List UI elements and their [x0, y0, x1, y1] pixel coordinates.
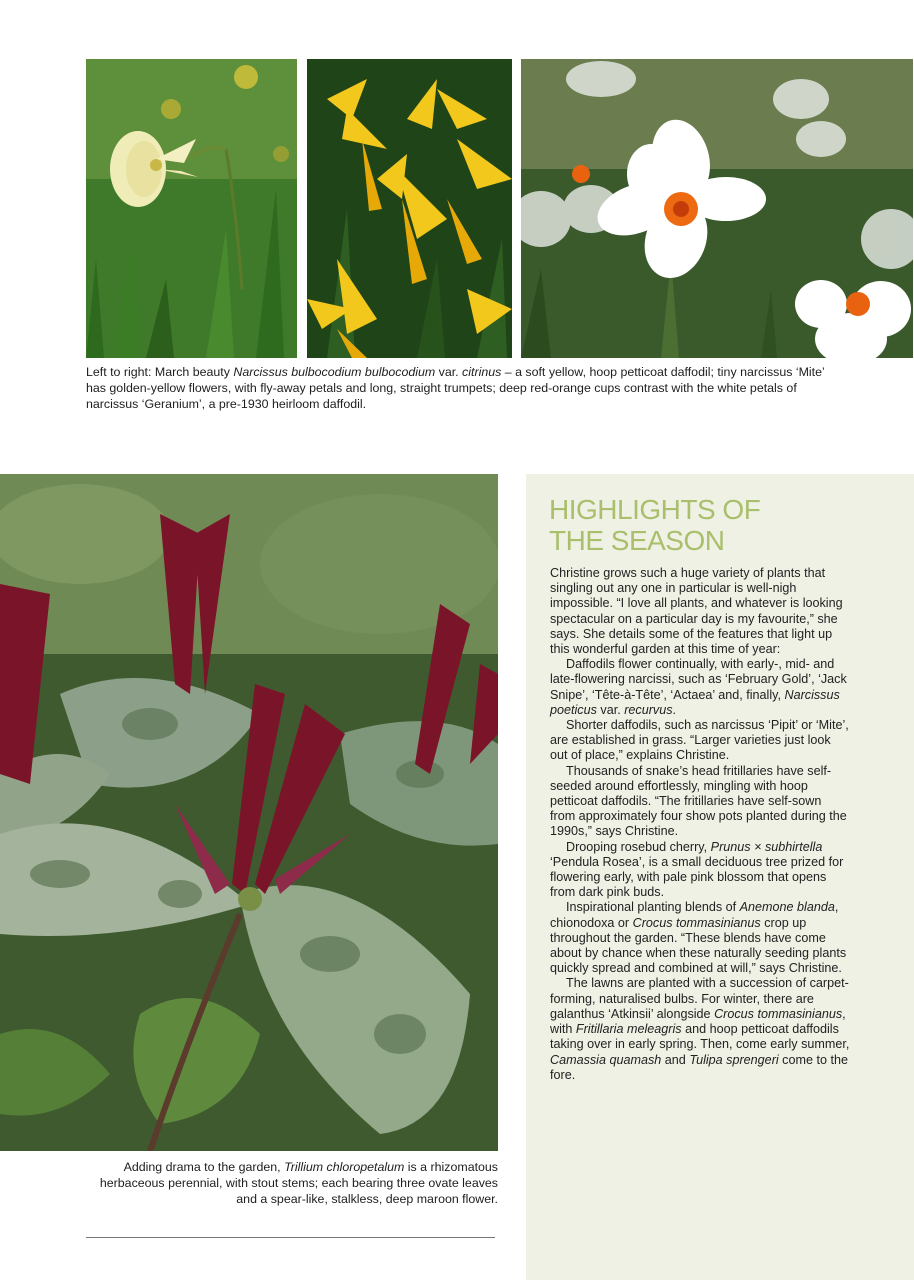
caption-italic: Trillium chloropetalum	[284, 1160, 405, 1174]
photo-trillium-image	[0, 474, 498, 1151]
text-run: come to the fore.	[550, 1052, 848, 1082]
caption-top-daffodils	[86, 364, 846, 412]
sidebar-paragraph	[550, 657, 850, 718]
text-run: and hoop petticoat daffodils taking over in early spring. Then, come early summer,	[550, 1022, 850, 1052]
sidebar-paragraph	[550, 840, 850, 901]
sidebar-paragraph: Christine grows such a huge variety of plants that singling out any one in particular is well-nigh impossible. “I love all plants, and whatever is looking spectacular on a particular day is my favourite,” she says. She details some of the features that light up this wonderful garden at this time of year:	[550, 566, 843, 657]
photo-hoop-petticoat-daffodil	[86, 59, 297, 358]
photo-narcissus-mite	[307, 59, 512, 358]
photo-narcissus-mite-image	[307, 59, 512, 358]
text-run-italic: Fritillaria meleagris	[575, 1022, 682, 1037]
caption-italic: Narcissus bulbocodium bulbocodium	[233, 365, 436, 379]
text-run-italic: Anemone blanda	[739, 900, 835, 915]
sidebar-paragraph	[550, 976, 850, 1082]
sidebar-body	[550, 566, 850, 1083]
text-run-italic: Tulipa sprengeri	[689, 1052, 779, 1067]
text-run: and	[661, 1052, 690, 1067]
text-run-italic: Prunus	[710, 839, 751, 854]
caption-text: var.	[435, 365, 463, 379]
caption-text: Adding drama to the garden,	[123, 1160, 285, 1174]
caption-text: is a rhizomatous herbaceous perennial, with stout stems; each bearing three ovate leaves and a spear-like, stalkless, deep maroon flower.	[99, 1160, 498, 1206]
text-run: Drooping rosebud cherry,	[566, 839, 711, 854]
caption-bottom-trillium	[96, 1159, 498, 1207]
sidebar-paragraph: Thousands of snake’s head fritillaries have self-seeded around effortlessly, mingling with hoop petticoat daffodils. “The fritillaries have self-sown from approximately four show pots planted during the 1990s,” says Christine.	[550, 763, 847, 839]
photo-narcissus-geranium	[521, 59, 913, 358]
photo-trillium-chloropetalum	[0, 474, 498, 1151]
text-run: crop up throughout the garden. “These blends have come about by chance when these naturally seeding plants quickly spread and combined at will,” says Christine.	[550, 915, 847, 976]
photo-narcissus-geranium-image	[521, 59, 913, 358]
caption-text: – a soft yellow, hoop petticoat daffodil; tiny narcissus ‘Mite’ has golden-yellow flowers, with fly-away petals and long, straight trumpets; deep red-orange cups contrast with the white petals of narcissus ‘Geranium’, a pre-1930 heirloom daffodil.	[86, 365, 825, 411]
caption-italic: citrinus	[462, 365, 502, 379]
text-run-italic: Narcissus poeticus	[550, 687, 840, 717]
text-run: , with	[550, 1006, 846, 1037]
text-run: , chionodoxa or	[550, 900, 839, 930]
text-run-italic: Crocus tommasinianus	[632, 915, 761, 930]
text-run-italic: Camassia quamash	[550, 1052, 662, 1067]
sidebar-paragraph: Shorter daffodils, such as narcissus ‘Pipit’ or ‘Mite’, are established in grass. “Larger varieties just look out of place,” explains Christine.	[550, 718, 849, 763]
sidebar-paragraph	[550, 900, 850, 976]
photo-hoop-petticoat-daffodil-image	[86, 59, 297, 358]
sidebar-title-line2: THE SEASON	[549, 525, 725, 556]
text-run-italic: ×	[750, 839, 765, 854]
text-run: Daffodils flower continually, with early-, mid- and late-flowering narcissi, such as ‘February Gold’, ‘Jack Snipe’, ‘Tête-à-Tête’, ‘Actaea’ and, finally,	[550, 657, 847, 702]
text-run: Inspirational planting blends of	[566, 900, 740, 915]
text-run: var.	[596, 702, 625, 717]
text-run-italic: recurvus	[624, 702, 673, 717]
sidebar-title	[549, 494, 760, 556]
text-run-italic: Crocus tommasinianus	[714, 1006, 843, 1021]
text-run: .	[672, 702, 677, 717]
caption-text: Left to right: March beauty	[86, 365, 234, 379]
highlights-sidebar	[526, 474, 914, 1280]
sidebar-title-line1: HIGHLIGHTS OF	[549, 494, 761, 525]
horizontal-rule	[86, 1237, 495, 1238]
text-run-italic: subhirtella	[764, 839, 823, 854]
text-run: The lawns are planted with a succession of carpet-forming, naturalised bulbs. For winter, there are galanthus ‘Atkinsii’ alongside	[550, 976, 849, 1021]
text-run: ‘Pendula Rosea’, is a small deciduous tree prized for flowering early, with pale pink blossom that opens from dark pink buds.	[550, 854, 844, 900]
